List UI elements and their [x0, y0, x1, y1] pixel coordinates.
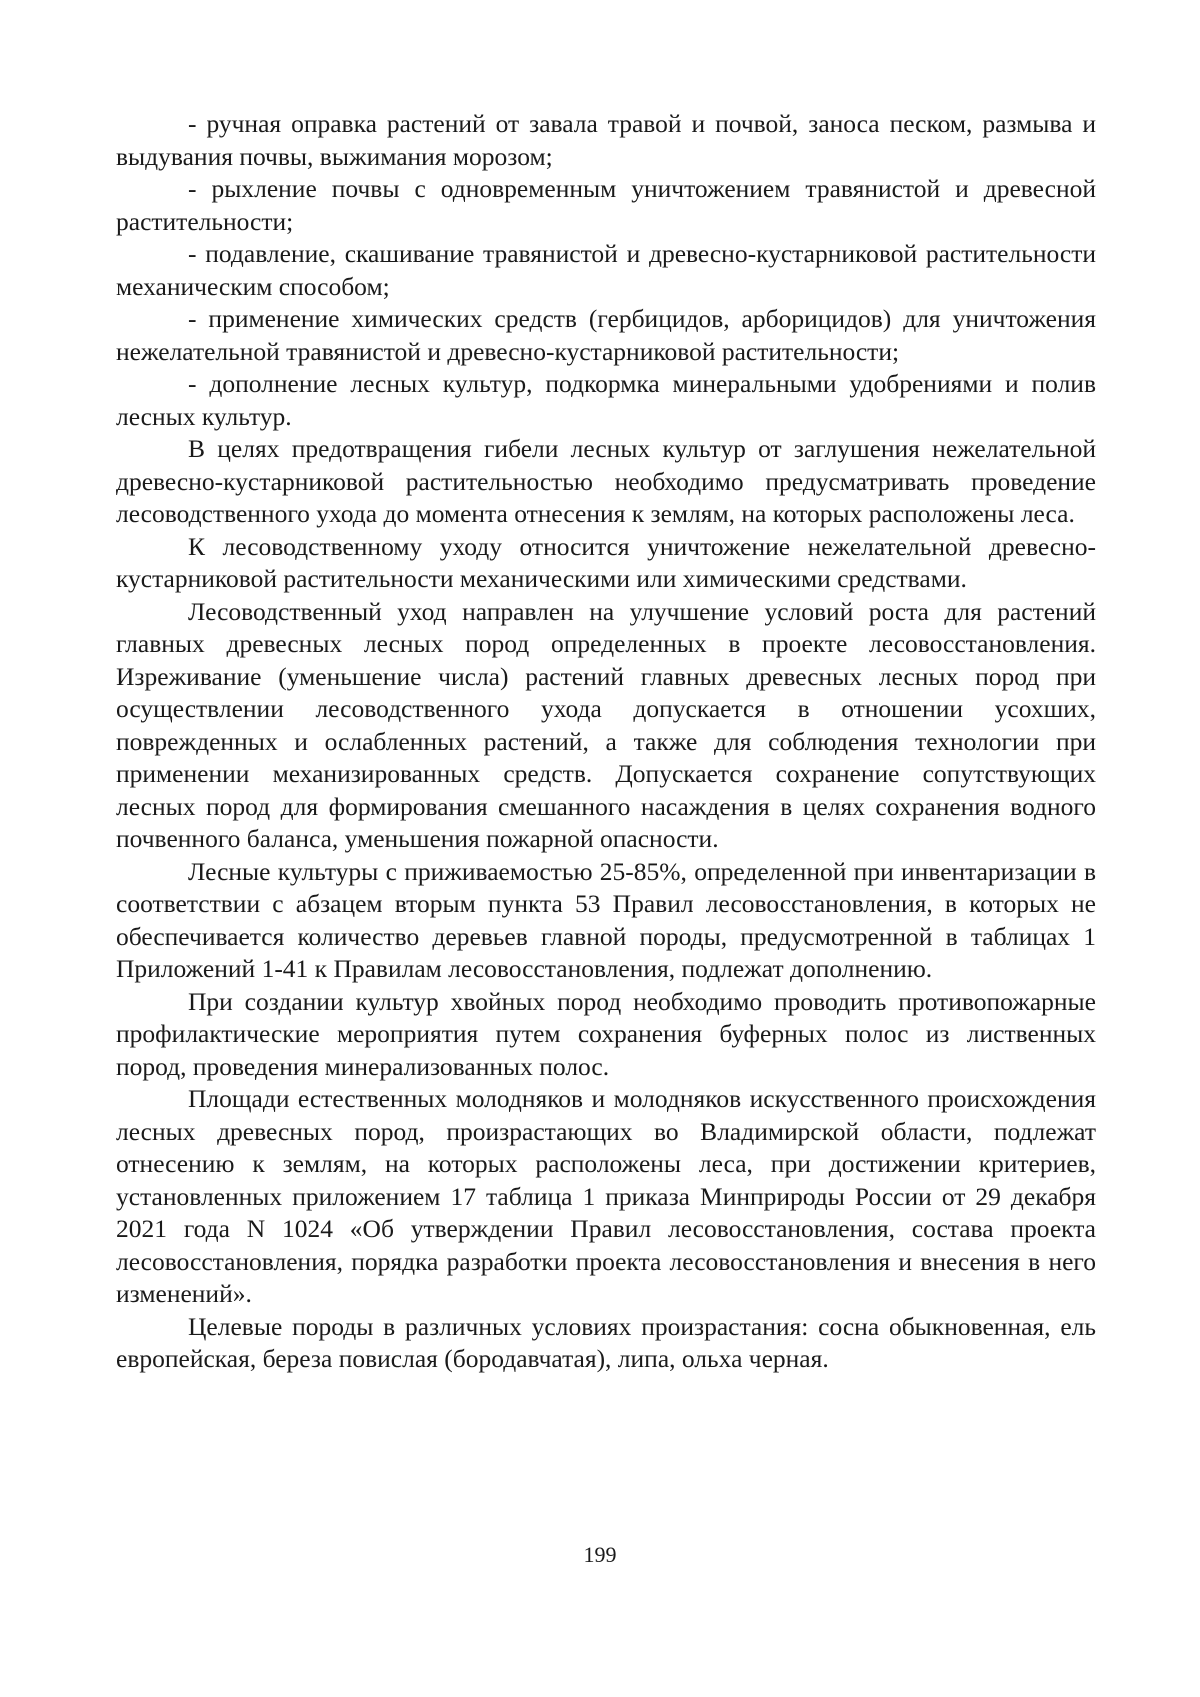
- paragraph-supplementing: - дополнение лесных культур, подкормка минеральными удобрениями и полив лесных культур.: [116, 369, 1096, 431]
- document-body: [116, 108, 1096, 1376]
- paragraph-survival-rate: Лесные культуры с приживаемостью 25-85%, определенной при инвентаризации в соответствии с абзацем вторым пункта 53 Правил лесовосстановления, в которых не обеспечивается количество деревьев главной породы, предусмотренной в таблицах 1 Приложений 1-41 к Правилам лесовосстановления, подлежат дополнению.: [116, 856, 1096, 983]
- paragraph-young-stands: Площади естественных молодняков и молодняков искусственного происхождения лесных древесных пород, произрастающих во Владимирской области, подлежат отнесению к землям, на которых расположены леса, при достижении критериев, установленных приложением 17 таблица 1 приказа Минприроды России от 29 декабря 2021 года N 1024 «Об утверждении Правил лесовосстановления, состава проекта лесовосстановления, порядка разработки проекта лесовосстановления и внесения в него изменений».: [116, 1084, 1096, 1308]
- paragraph-silvicultural-care: К лесоводственному уходу относится уничтожение нежелательной древесно-кустарниковой растительности механическими или химическими средствами.: [116, 531, 1096, 593]
- paragraph-soil-loosening: - рыхление почвы с одновременным уничтожением травянистой и древесной растительности;: [116, 174, 1096, 236]
- paragraph-prevention: В целях предотвращения гибели лесных культур от заглушения нежелательной древесно-кустарниковой растительностью необходимо предусматривать проведение лесоводственного ухода до момента отнесения к землям, на которых расположены леса.: [116, 434, 1096, 528]
- page-number: 199: [583, 1542, 617, 1567]
- paragraph-mowing: - подавление, скашивание травянистой и древесно-кустарниковой растительности механическим способом;: [116, 239, 1096, 301]
- paragraph-manual-correction: - ручная оправка растений от завала травой и почвой, заноса песком, размыва и выдувания почвы, выжимания морозом;: [116, 109, 1096, 171]
- paragraph-fire-prevention: При создании культур хвойных пород необходимо проводить противопожарные профилактические мероприятия путем сохранения буферных полос из лиственных пород, проведения минерализованных полос.: [116, 986, 1096, 1081]
- paragraph-chemical-means: - применение химических средств (гербицидов, арборицидов) для уничтожения нежелательной травянистой и древесно-кустарниковой растительности;: [116, 304, 1096, 366]
- paragraph-target-species: Целевые породы в различных условиях произрастания: сосна обыкновенная, ель европейская, береза повислая (бородавчатая), липа, ольха черная.: [116, 1311, 1096, 1373]
- paragraph-care-purpose: Лесоводственный уход направлен на улучшение условий роста для растений главных древесных лесных пород определенных в проекте лесовосстановления. Изреживание (уменьшение числа) растений главных древесных лесных пород при осуществлении лесоводственного ухода допускается в отношении усохших, поврежденных и ослабленных растений, а также для соблюдения технологии при применении механизированных средств. Допускается сохранение сопутствующих лесных пород для формирования смешанного насаждения в целях сохранения водного почвенного баланса, уменьшения пожарной опасности.: [116, 596, 1096, 853]
